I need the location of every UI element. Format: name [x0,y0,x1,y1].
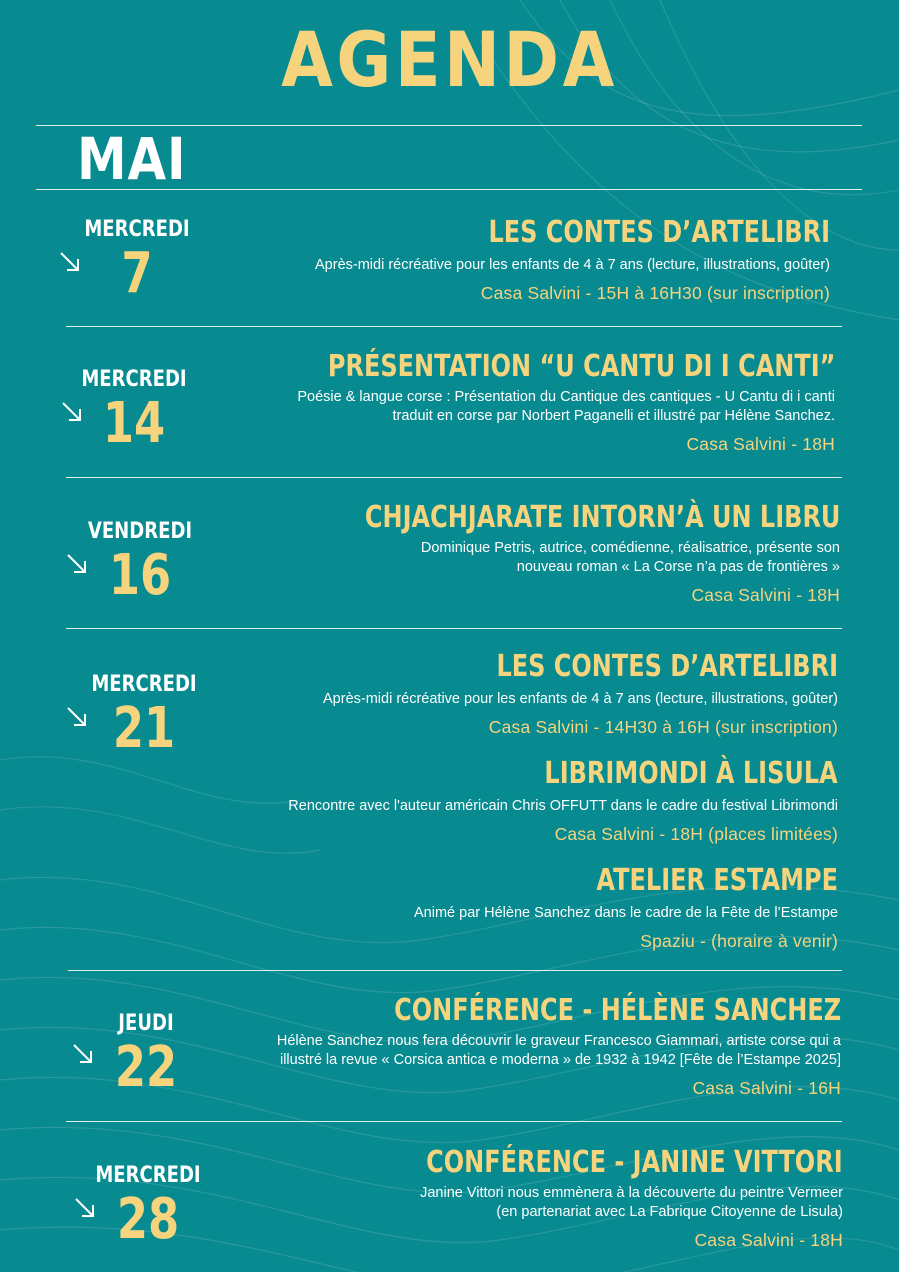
event-description: Rencontre avec l'auteur américain Chris OFFUTT dans le cadre du festival Librimondi [288,798,838,814]
event-place: Casa Salvini - 16H [692,1078,841,1098]
event-title: LIBRIMONDI À LISULA [544,756,838,791]
arrow-down-right-icon [73,1196,97,1220]
entry-date [78,1164,218,1250]
event [246,501,840,606]
entry-date [64,368,204,454]
event [201,350,835,455]
event [323,650,838,738]
divider [66,1121,842,1122]
day-name: MERCREDI [95,1163,201,1188]
event-title: CHJACHJARATE INTORN’À UN LIBRU [364,500,840,535]
divider [66,477,842,478]
event-place: Casa Salvini - 18H (places limitées) [554,824,838,844]
event-title: PRÉSENTATION “U CANTU DI I CANTI” [327,349,835,384]
arrow-down-right-icon [58,250,82,274]
day-number: 14 [102,391,166,456]
arrow-down-right-icon [71,1042,95,1066]
divider [66,326,842,327]
event-place: Casa Salvini - 15H à 16H30 (sur inscription) [480,283,830,303]
event-place: Casa Salvini - 18H [691,585,840,605]
event [322,1146,843,1251]
day-number: 7 [121,241,153,306]
arrow-down-right-icon [65,705,89,729]
day-number: 16 [108,543,172,608]
event-title: CONFÉRENCE - JANINE VITTORI [426,1145,843,1180]
event-place: Casa Salvini - 14H30 à 16H (sur inscription) [488,717,838,737]
event [277,994,841,1099]
arrow-down-right-icon [65,552,89,576]
entry-date [76,1012,216,1098]
event [288,757,838,845]
event-title: ATELIER ESTAMPE [596,863,838,898]
event-title: LES CONTES D’ARTELIBRI [488,215,830,250]
arrow-down-right-icon [60,400,84,424]
day-name: MERCREDI [84,217,190,242]
event-description-line: (en partenariat avec La Fabrique Citoyenne de Lisula) [496,1204,843,1220]
day-number: 22 [114,1035,178,1100]
event-title: CONFÉRENCE - HÉLÈNE SANCHEZ [394,993,841,1028]
page-title: AGENDA [281,15,618,104]
day-name: JEUDI [118,1011,174,1036]
entry-date [74,673,214,759]
event-description: Après-midi récréative pour les enfants de 4 à 7 ans (lecture, illustrations, goûter) [323,691,838,707]
month-heading: MAI [77,125,187,193]
event-description-line: Janine Vittori nous emmènera à la découverte du peintre Vermeer [420,1185,843,1201]
entry-date [67,218,207,304]
event-description: Après-midi récréative pour les enfants de 4 à 7 ans (lecture, illustrations, goûter) [315,257,830,273]
event-description-line: Dominique Petris, autrice, comédienne, réalisatrice, présente son [420,540,840,556]
event-description-line: nouveau roman « La Corse n’a pas de frontières » [516,559,840,575]
event-place: Spaziu - (horaire à venir) [640,931,838,951]
day-name: MERCREDI [91,672,197,697]
day-number: 28 [116,1187,180,1252]
event-title: LES CONTES D’ARTELIBRI [496,649,838,684]
divider [66,628,842,629]
divider [36,189,862,190]
event-description-line: illustré la revue « Corsica antica e moderna » de 1932 à 1942 [Fête de l’Estampe 2025] [279,1052,841,1068]
event-description-line: traduit en corse par Norbert Paganelli et illustré par Hélène Sanchez. [392,408,835,424]
event-description-line: Poésie & langue corse : Présentation du Cantique des cantiques - U Cantu di i canti [297,389,835,405]
event-description-line: Hélène Sanchez nous fera découvrir le graveur Francesco Giammari, artiste corse qui a [276,1033,841,1049]
event [315,216,830,304]
event-description: Animé par Hélène Sanchez dans le cadre de la Fête de l’Estampe [414,905,838,921]
day-name: MERCREDI [81,367,187,392]
day-number: 21 [112,696,176,761]
event-place: Casa Salvini - 18H [694,1230,843,1250]
event [414,864,838,952]
day-name: VENDREDI [87,519,193,544]
event-place: Casa Salvini - 18H [686,434,835,454]
divider [68,970,842,971]
entry-date [70,520,210,606]
